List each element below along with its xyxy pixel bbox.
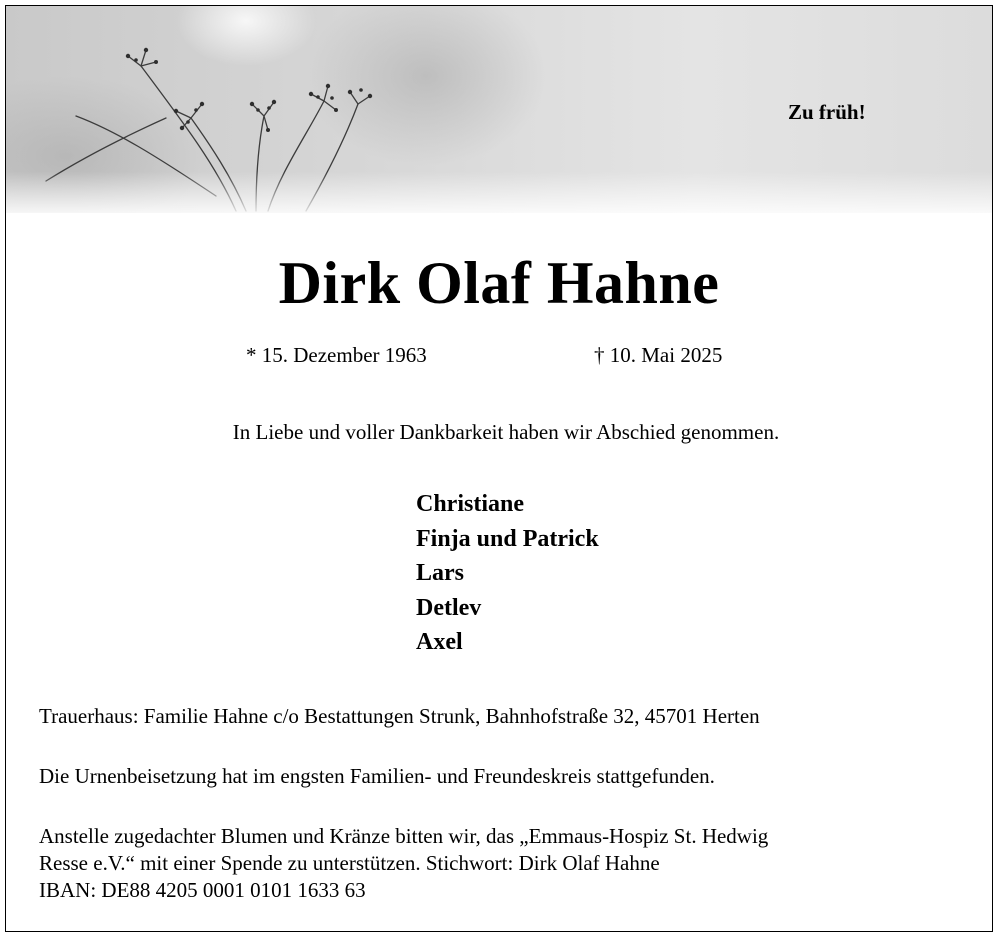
obituary-notice xyxy=(5,5,993,932)
mourners-list xyxy=(416,487,599,660)
birth-date: * 15. Dezember 1963 xyxy=(246,343,427,367)
mourner-name: Detlev xyxy=(416,594,482,621)
motto-text: Zu früh! xyxy=(788,100,866,124)
donation-line: Anstelle zugedachter Blumen und Kränze bitten wir, das „Emmaus-Hospiz St. Hedwig xyxy=(39,824,769,848)
mourner-name: Christiane xyxy=(416,491,524,517)
donation-line: Resse e.V.“ mit einer Spende zu unterstützen. Stichwort: Dirk Olaf Hahne xyxy=(39,851,660,875)
trauerhaus-address: Trauerhaus: Familie Hahne c/o Bestattungen Strunk, Bahnhofstraße 32, 45701 Herten xyxy=(39,704,760,728)
iban-line: IBAN: DE88 4205 0001 0101 1633 63 xyxy=(39,878,366,902)
mourner-name: Lars xyxy=(416,560,464,586)
death-date: † 10. Mai 2025 xyxy=(594,343,723,367)
mourner-name: Axel xyxy=(416,629,463,655)
donation-request xyxy=(39,823,768,904)
deceased-name: Dirk Olaf Hahne xyxy=(278,250,720,316)
mourner-name: Finja und Patrick xyxy=(416,525,599,552)
burial-notice: Die Urnenbeisetzung hat im engsten Familien- und Freundeskreis stattgefunden. xyxy=(39,764,715,788)
header-photo xyxy=(6,6,992,213)
farewell-statement: In Liebe und voller Dankbarkeit haben wir Abschied genommen. xyxy=(232,420,780,444)
